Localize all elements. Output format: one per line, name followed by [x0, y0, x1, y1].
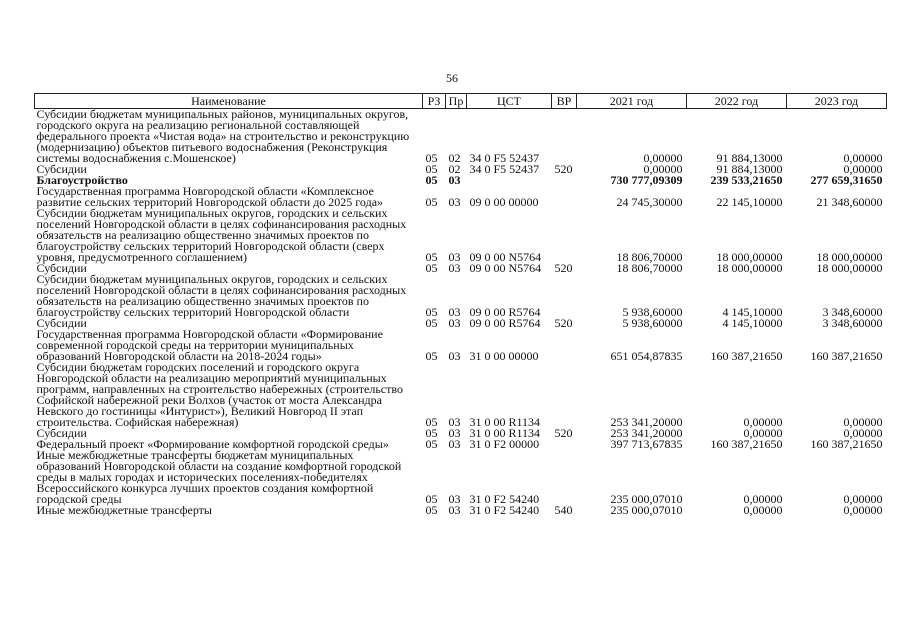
- table-row: [35, 362, 887, 428]
- header-name: Наименование: [35, 94, 423, 109]
- row-name: Субсидии: [36, 261, 87, 275]
- row-rz: 05: [425, 261, 438, 275]
- row-value-2022: 0,00000: [743, 492, 783, 506]
- row-value-2023: 0,00000: [843, 426, 883, 440]
- row-value-2022: 0,00000: [743, 426, 783, 440]
- table-row: [35, 186, 887, 208]
- row-rz: 05: [425, 492, 438, 506]
- row-vr: [552, 109, 577, 165]
- row-vr: 520: [554, 261, 573, 275]
- row-pr: 03: [448, 173, 461, 187]
- row-value-2022: 22 145,10000: [716, 195, 783, 209]
- row-cst: 31 0 00 R1134: [469, 426, 541, 440]
- row-vr: [552, 274, 577, 318]
- row-value-2021: 18 806,70000: [616, 250, 683, 264]
- row-name: Субсидии бюджетам городских поселений и городского округа Новгородской области на реализацию мероприятий муниципальных программ, направленных на строительство набережных (строительство Софийской набережной реки Волхов (участок от моста Александра Невского до гостиницы «Интурист»), Великий Новгород II этап строительства. Софийская набережная): [36, 360, 403, 429]
- row-vr: [552, 208, 577, 263]
- row-cst: 31 0 00 00000: [469, 349, 539, 363]
- table-row: [35, 450, 887, 505]
- row-vr: [552, 450, 577, 505]
- row-value-2022: 0,00000: [743, 415, 783, 429]
- row-rz: 05: [425, 195, 438, 209]
- row-pr: 03: [448, 437, 461, 451]
- row-rz: 05: [425, 426, 438, 440]
- row-vr: [552, 175, 577, 186]
- row-pr: 03: [448, 195, 461, 209]
- row-value-2021: 730 777,09309: [610, 173, 683, 187]
- row-pr: 03: [448, 415, 461, 429]
- row-value-2023: 160 387,21650: [810, 349, 883, 363]
- row-cst: 31 0 F2 00000: [469, 437, 540, 451]
- row-name: Субсидии бюджетам муниципальных округов, городских и сельских поселений Новгородской области в целях софинансирования расходных обязательств на реализацию общественно значимых проектов по благоустройству сельских территорий Новгородской области (сверх уровня, предусмотренного соглашением): [36, 206, 407, 264]
- row-name: Федеральный проект «Формирование комфортной городской среды»: [36, 437, 389, 451]
- row-name: Государственная программа Новгородской области «Комплексное развитие сельских территорий Новгородской области до 2025 года»: [36, 184, 384, 209]
- budget-table: [34, 93, 887, 516]
- row-value-2022: 91 884,13000: [716, 151, 783, 165]
- row-cst: 34 0 F5 52437: [469, 151, 540, 165]
- row-name: Государственная программа Новгородской области «Формирование современной городской среды на территории муниципальных образований Новгородской области на 2018-2024 годы»: [36, 327, 383, 363]
- row-pr: 03: [448, 426, 461, 440]
- row-value-2022: 160 387,21650: [710, 437, 783, 451]
- row-cst: 09 0 00 00000: [469, 195, 539, 209]
- row-value-2022: 18 000,00000: [716, 250, 783, 264]
- row-value-2022: 91 884,13000: [716, 162, 783, 176]
- row-pr: 03: [448, 250, 461, 264]
- row-name: Иные межбюджетные трансферты бюджетам муниципальных образований Новгородской области на создание комфортной городской среды в малых городах и исторических поселениях-победителях Всероссийского конкурса лучших проектов создания комфортной городской среды: [36, 448, 402, 506]
- row-vr: 520: [554, 316, 573, 330]
- row-value-2023: 18 000,00000: [816, 250, 883, 264]
- table-row: [35, 274, 887, 318]
- row-pr: 03: [448, 349, 461, 363]
- row-value-2021: 253 341,20000: [610, 426, 683, 440]
- table-row: [35, 109, 887, 165]
- row-name: Благоустройство: [36, 173, 128, 187]
- row-value-2023: 0,00000: [843, 415, 883, 429]
- row-rz: 05: [425, 305, 438, 319]
- table-body: [35, 109, 887, 517]
- row-name: Иные межбюджетные трансферты: [36, 503, 212, 517]
- header-2022: 2022 год: [687, 94, 787, 109]
- row-value-2021: 253 341,20000: [610, 415, 683, 429]
- row-name: Субсидии бюджетам муниципальных районов, муниципальных округов, городского округа на реализацию региональной составляющей федерального проекта «Чистая вода» на строительство и реконструкцию (модернизацию) объектов питьевого водоснабжения (Реконструкция системы водоснабжения с.Мошенское): [36, 107, 410, 165]
- row-pr: 03: [448, 316, 461, 330]
- row-rz: 05: [425, 415, 438, 429]
- row-cst: 09 0 00 R5764: [469, 305, 541, 319]
- row-name: Субсидии: [36, 162, 87, 176]
- row-cst: 31 0 F2 54240: [469, 492, 540, 506]
- row-value-2022: 4 145,10000: [722, 316, 783, 330]
- row-cst: 31 0 F2 54240: [469, 503, 540, 517]
- row-value-2021: 397 713,67835: [610, 437, 683, 451]
- row-value-2023: 0,00000: [843, 492, 883, 506]
- row-value-2022: 18 000,00000: [716, 261, 783, 275]
- row-name: Субсидии: [36, 316, 87, 330]
- table-row: [35, 505, 887, 516]
- row-value-2022: 239 533,21650: [710, 173, 783, 187]
- header-vr: ВР: [552, 94, 577, 109]
- row-value-2023: 21 348,60000: [816, 195, 883, 209]
- header-2021: 2021 год: [577, 94, 687, 109]
- header-pr: Пр: [446, 94, 467, 109]
- row-cst: 34 0 F5 52437: [469, 162, 540, 176]
- row-value-2021: 5 938,60000: [622, 316, 683, 330]
- row-value-2023: 277 659,31650: [810, 173, 883, 187]
- row-cst: 31 0 00 R1134: [469, 415, 541, 429]
- row-vr: 520: [554, 162, 573, 176]
- row-vr: [552, 362, 577, 428]
- row-rz: 05: [425, 349, 438, 363]
- row-pr: 02: [448, 151, 461, 165]
- row-rz: 05: [425, 316, 438, 330]
- row-rz: 05: [425, 503, 438, 517]
- row-name: Субсидии: [36, 426, 87, 440]
- row-vr: 520: [554, 426, 573, 440]
- row-pr: 03: [448, 503, 461, 517]
- row-value-2023: 160 387,21650: [810, 437, 883, 451]
- row-value-2021: 0,00000: [643, 162, 683, 176]
- row-value-2023: 3 348,60000: [822, 316, 883, 330]
- row-value-2022: 0,00000: [743, 503, 783, 517]
- row-value-2021: 0,00000: [643, 151, 683, 165]
- row-value-2021: 18 806,70000: [616, 261, 683, 275]
- row-value-2023: 3 348,60000: [822, 305, 883, 319]
- row-pr: 03: [448, 305, 461, 319]
- header-2023: 2023 год: [787, 94, 887, 109]
- row-value-2021: 651 054,87835: [610, 349, 683, 363]
- header-cst: ЦСТ: [467, 94, 552, 109]
- row-pr: 03: [448, 492, 461, 506]
- table-row: [35, 329, 887, 362]
- row-value-2023: 0,00000: [843, 503, 883, 517]
- row-vr: 540: [554, 503, 573, 517]
- row-cst: [467, 175, 552, 186]
- row-value-2023: 0,00000: [843, 151, 883, 165]
- row-name: Субсидии бюджетам муниципальных округов, городских и сельских поселений Новгородской области в целях софинансирования расходных обязательств на реализацию общественно значимых проектов по благоустройству сельских территорий Новгородской области: [36, 272, 407, 319]
- row-value-2021: 24 745,30000: [616, 195, 683, 209]
- row-value-2022: 160 387,21650: [710, 349, 783, 363]
- row-rz: 05: [425, 162, 438, 176]
- row-value-2021: 5 938,60000: [622, 305, 683, 319]
- row-rz: 05: [425, 173, 438, 187]
- row-value-2022: 4 145,10000: [722, 305, 783, 319]
- header-rz: РЗ: [423, 94, 446, 109]
- row-value-2021: 235 000,07010: [610, 503, 683, 517]
- row-cst: 09 0 00 N5764: [469, 261, 542, 275]
- row-rz: 05: [425, 437, 438, 451]
- row-value-2023: 18 000,00000: [816, 261, 883, 275]
- row-vr: [552, 439, 577, 450]
- row-value-2021: 235 000,07010: [610, 492, 683, 506]
- page-number: 56: [446, 71, 458, 85]
- row-vr: [552, 329, 577, 362]
- row-value-2023: 0,00000: [843, 162, 883, 176]
- table-row: [35, 208, 887, 263]
- row-pr: 03: [448, 261, 461, 275]
- row-cst: 09 0 00 N5764: [469, 250, 542, 264]
- row-cst: 09 0 00 R5764: [469, 316, 541, 330]
- row-rz: 05: [425, 250, 438, 264]
- row-pr: 02: [448, 162, 461, 176]
- row-vr: [552, 186, 577, 208]
- row-rz: 05: [425, 151, 438, 165]
